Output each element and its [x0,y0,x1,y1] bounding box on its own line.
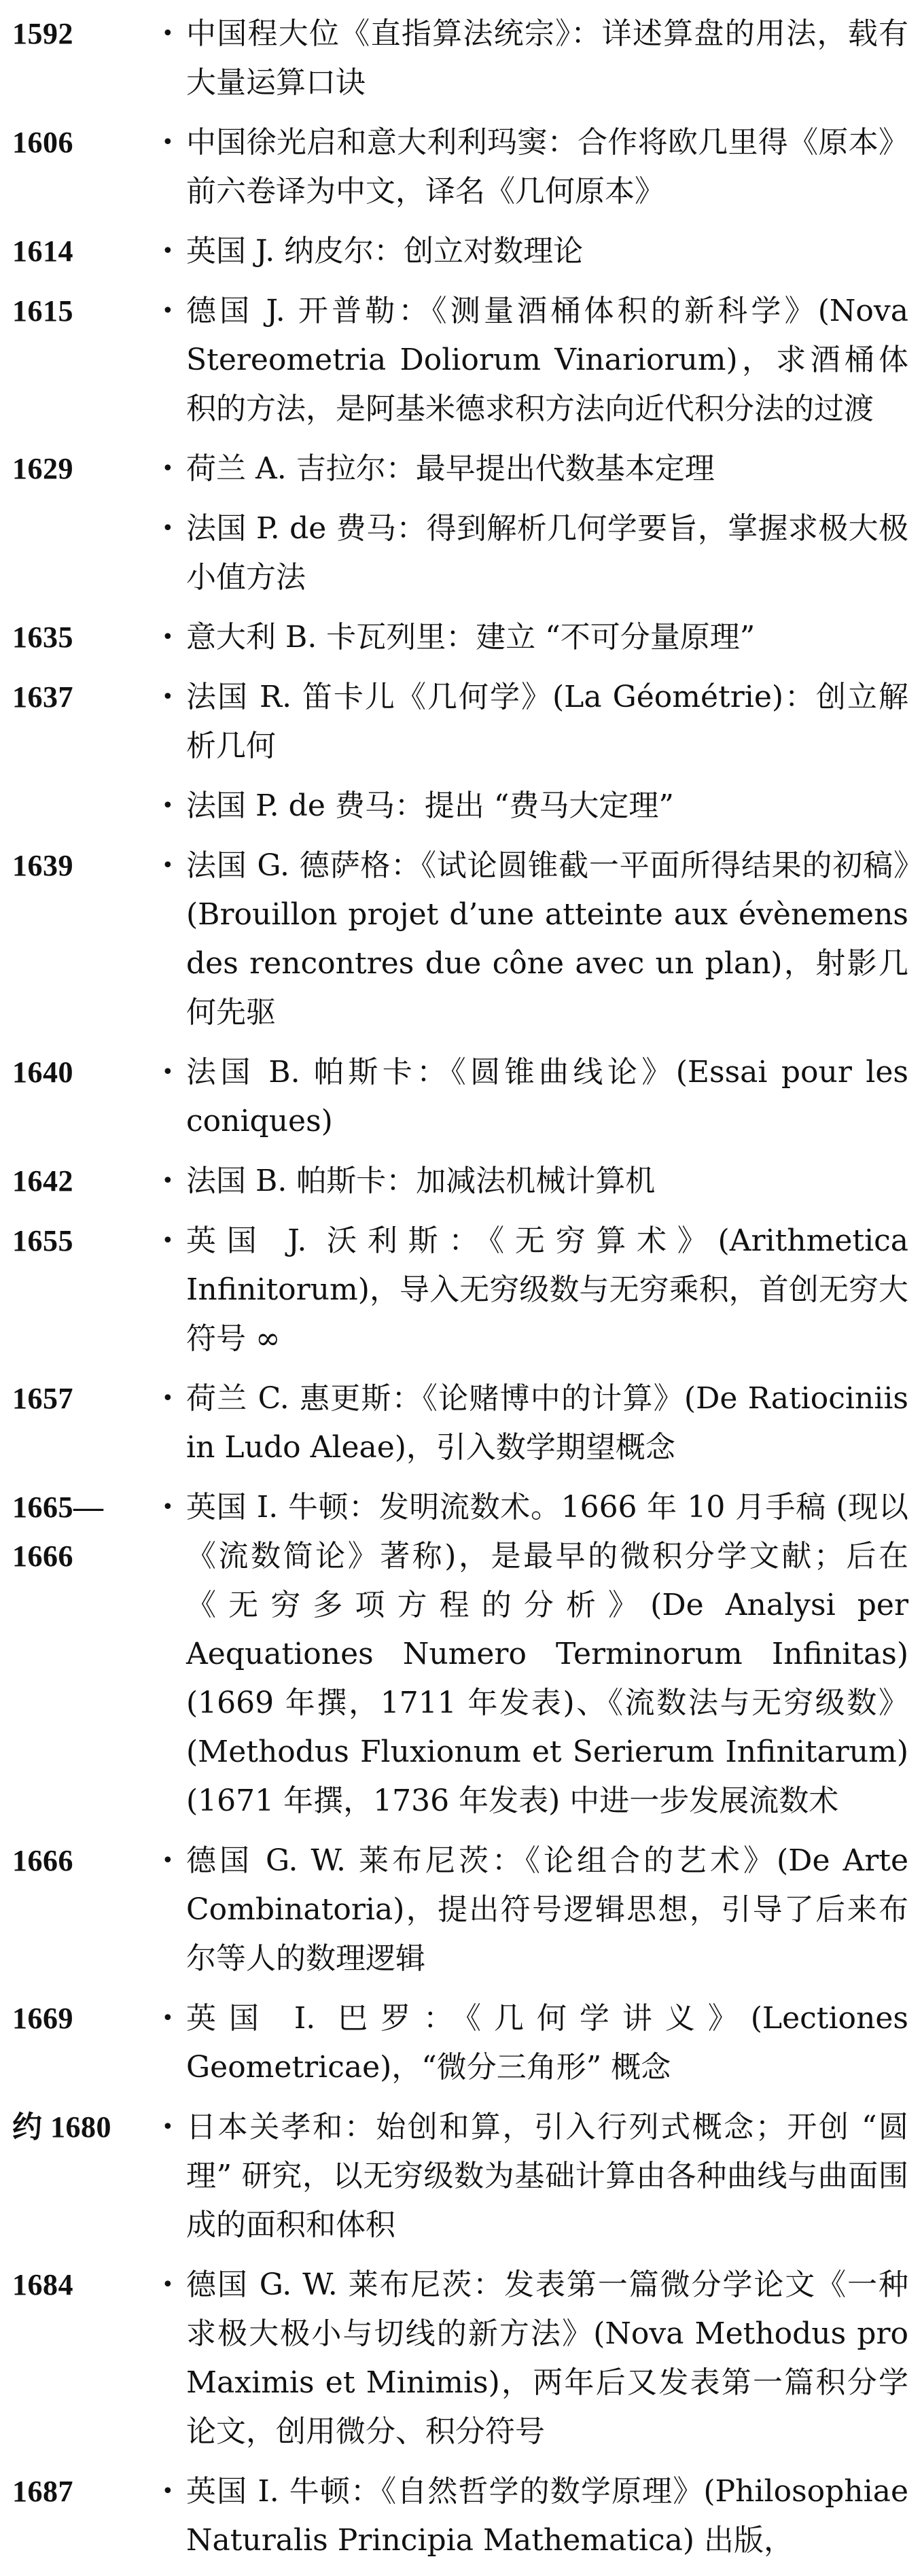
entry-text: 荷兰 C. 惠更斯：《论赌博中的计算》(De Ratiociniis in Ludo Aleae)，引入数学期望概念 [186,1381,908,1465]
entry-items [162,1048,908,1157]
entry-text: 日本关孝和：始创和算，引入行列式概念；开创 “圆理” 研究，以无穷级数为基础计算由各种曲线与曲面围成的面积和体积 [186,2110,908,2242]
entry-text: 荷兰 A. 吉拉尔：最早提出代数基本定理 [186,451,715,486]
entry-items [162,1994,908,2103]
entry-item [162,1217,908,1363]
entry-year: 1665— 1666 [12,1491,104,1573]
bullet-icon: • [162,2006,174,2030]
entry-text: 意大利 B. 卡瓦列里：建立 “不可分量原理” [186,620,756,655]
entry-item [162,613,908,662]
timeline-entry-1669 [12,1994,908,2103]
bullet-icon: • [162,1495,174,1519]
timeline-entry-1680 [12,2103,908,2261]
entry-text: 中国程大位《直指算法统宗》：详述算盘的用法，载有大量运算口诀 [186,16,908,100]
bullet-icon: • [162,1387,174,1410]
entry-item [162,504,908,602]
entry-items [162,227,908,287]
entry-items [162,1157,908,1217]
entry-text: 英国 I. 巴罗：《几何学讲义》(Lectiones Geometricae)，“微分三角形” 概念 [186,2001,908,2085]
entry-items [162,445,908,613]
entry-items [162,1837,908,1994]
entry-text: 英国 J. 沃利斯：《无穷算术》(Arithmetica Infinitorum)，导入无穷级数与无穷乘积，首创无穷大符号 ∞ [186,1223,908,1356]
bullet-icon: • [162,1060,174,1084]
timeline-entry-1687 [12,2467,908,2576]
entry-item [162,2103,908,2250]
entry-item [162,2261,908,2456]
entry-item [162,841,908,1037]
bullet-icon: • [162,1229,174,1253]
timeline-entry-1592 [12,10,908,118]
entry-text: 德国 J. 开普勒：《测量酒桶体积的新科学》(Nova Stereometria Doliorum Vinariorum)，求酒桶体积的方法，是阿基米德求积方法向近代积分法的过渡 [186,294,908,426]
entry-text: 英国 J. 纳皮尔：创立对数理论 [186,234,584,268]
entry-item [162,673,908,771]
timeline-entry-1640 [12,1048,908,1157]
entry-item [162,445,908,493]
entry-item [162,1157,908,1206]
bullet-icon: • [162,2479,174,2503]
bullet-icon: • [162,517,174,540]
timeline-entry-1615 [12,287,908,445]
math-history-timeline [12,10,908,2576]
bullet-icon: • [162,625,174,649]
entry-items [162,118,908,227]
entry-item [162,118,908,216]
entry-year: 1655 [12,1224,73,1257]
entry-items [162,1374,908,1483]
timeline-entry-1657 [12,1374,908,1483]
entry-item [162,1837,908,1983]
entry-year: 1669 [12,2002,73,2035]
entry-year: 1615 [12,294,73,328]
entry-items [162,287,908,445]
entry-item [162,287,908,434]
entry-year: 约 1680 [12,2110,111,2144]
timeline-entry-1635 [12,613,908,673]
entry-items [162,10,908,118]
entry-text: 法国 R. 笛卡儿《几何学》(La Géométrie)：创立解析几何 [186,680,908,763]
entry-text: 英国 I. 牛顿：《自然哲学的数学原理》(Philosophiae Naturalis Principia Mathematica) 出版， [186,2474,908,2558]
entry-year: 1640 [12,1056,73,1089]
timeline-entry-1606 [12,118,908,227]
entry-text: 法国 B. 帕斯卡：《圆锥曲线论》(Essai pour les coniques) [186,1055,908,1138]
bullet-icon: • [162,239,174,263]
bullet-icon: • [162,1169,174,1193]
entry-item [162,1483,908,1826]
timeline-entry-1639 [12,841,908,1048]
entry-text: 法国 P. de 费马：提出 “费马大定理” [186,788,674,823]
entry-text: 法国 B. 帕斯卡：加减法机械计算机 [186,1164,656,1198]
entry-items [162,2103,908,2261]
entry-text: 德国 G. W. 莱布尼茨：《论组合的艺术》(De Arte Combinatoria)，提出符号逻辑思想，引导了后来布尔等人的数理逻辑 [186,1843,908,1976]
entry-items [162,673,908,841]
bullet-icon: • [162,2115,174,2139]
entry-year: 1639 [12,849,73,882]
entry-year: 1614 [12,234,73,268]
bullet-icon: • [162,22,174,46]
entry-item [162,1374,908,1472]
entry-text: 法国 P. de 费马：得到解析几何学要旨，掌握求极大极小值方法 [186,511,908,595]
entry-year: 1687 [12,2475,73,2508]
bullet-icon: • [162,130,174,154]
entry-year: 1606 [12,126,73,159]
bullet-icon: • [162,794,174,818]
bullet-icon: • [162,457,174,481]
bullet-icon: • [162,2273,174,2297]
entry-item [162,782,908,831]
bullet-icon: • [162,1849,174,1873]
entry-item [162,1994,908,2092]
entry-year: 1666 [12,1844,73,1877]
entry-text: 中国徐光启和意大利利玛窦：合作将欧几里得《原本》前六卷译为中文，译名《几何原本》 [186,125,908,209]
entry-year: 1637 [12,680,73,714]
bullet-icon: • [162,685,174,709]
timeline-entry-1655 [12,1217,908,1374]
entry-year: 1635 [12,621,73,654]
entry-year: 1684 [12,2268,73,2301]
entry-text: 法国 G. 德萨格：《试论圆锥截一平面所得结果的初稿》(Brouillon projet d’une atteinte aux évènemens des rencontres due cône avec un plan)，射影几何先驱 [186,848,908,1030]
entry-items [162,2261,908,2467]
timeline-entry-1666 [12,1837,908,1994]
timeline-entry-1665-1666 [12,1483,908,1837]
entry-items [162,841,908,1048]
timeline-entry-1642 [12,1157,908,1217]
entry-text: 德国 G. W. 莱布尼茨：发表第一篇微分学论文《一种求极大极小与切线的新方法》(Nova Methodus pro Maximis et Minimis)，两年后又发表第一篇积分学论文，创用微分、积分符号 [186,2267,908,2449]
entry-items [162,1217,908,1374]
entry-year: 1629 [12,452,73,485]
entry-item [162,227,908,276]
entry-year: 1657 [12,1382,73,1415]
entry-items [162,1483,908,1837]
entry-item [162,2467,908,2565]
entry-year: 1592 [12,17,73,50]
entry-year: 1642 [12,1164,73,1198]
entry-item [162,10,908,107]
timeline-entry-1684 [12,2261,908,2467]
entry-text: 英国 I. 牛顿：发明流数术。1666 年 10 月手稿 (现以《流数简论》著称)，是最早的微积分学文献；后在《无穷多项方程的分析》(De Analysi per Aequationes Numero Terminorum Infinitas) (1669 年撰，1711 年发表)、《流数法与无穷级数》(Methodus Fluxionum et Serierum Infinitarum) (1671 年撰，1736 年发表) 中进一步发展流数术 [186,1490,908,1818]
entry-items [162,613,908,673]
entry-items [162,2467,908,2576]
timeline-entry-1637 [12,673,908,841]
timeline-entry-1629 [12,445,908,613]
timeline-entry-1614 [12,227,908,287]
bullet-icon: • [162,299,174,323]
entry-item [162,1048,908,1146]
bullet-icon: • [162,854,174,877]
